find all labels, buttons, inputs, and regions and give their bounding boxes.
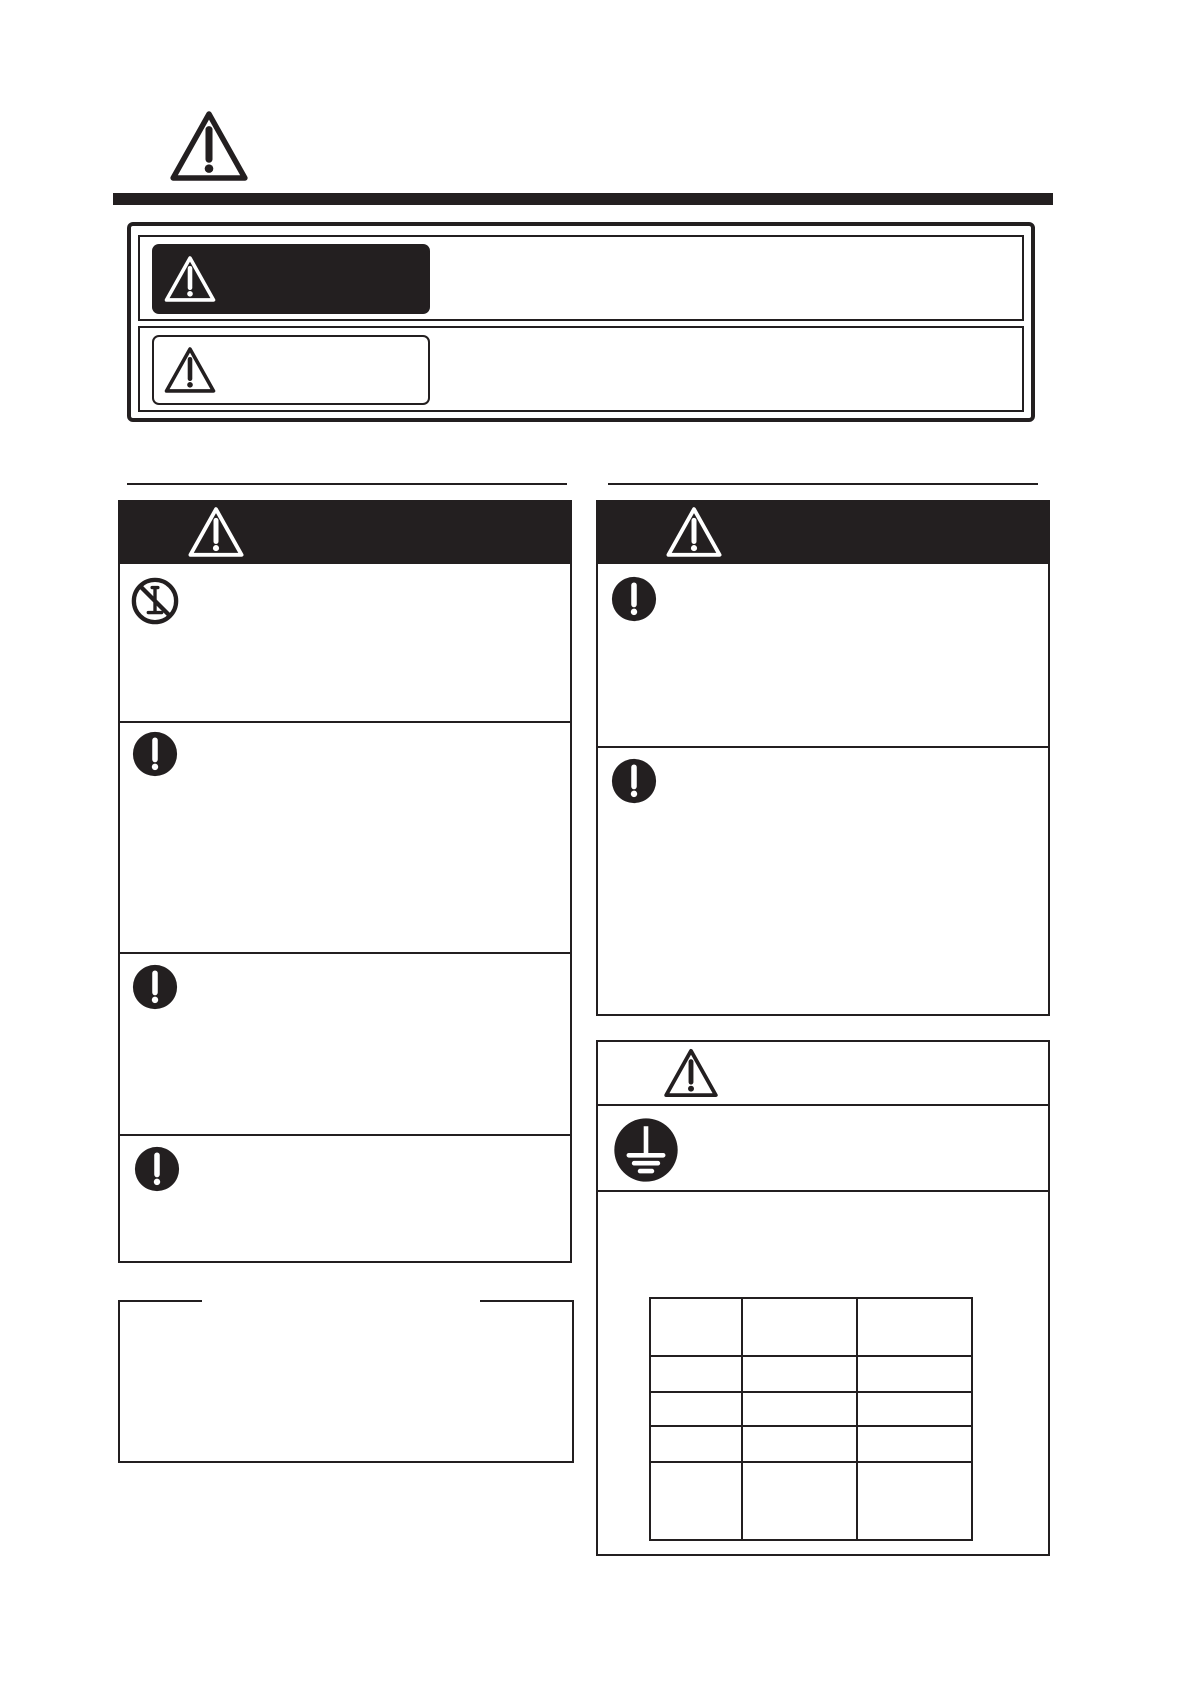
no-disassembly-icon [131,577,179,625]
warning-triangle-icon [164,256,216,302]
legend-warning-badge [152,244,430,314]
header-rule [113,193,1053,205]
caution-table [649,1297,973,1541]
left-item-2 [120,723,570,952]
table-row-divider [651,1391,971,1393]
left-item-3 [120,954,570,1134]
mandatory-action-icon [132,731,178,777]
warning-triangle-icon [164,347,216,393]
header-warning-icon [170,110,248,182]
mandatory-action-icon [611,758,657,804]
caution-ground-row [598,1106,1048,1190]
right-section-rule [608,483,1038,485]
table-row-divider [651,1461,971,1463]
table-row-divider [651,1425,971,1427]
mandatory-action-icon [134,1146,180,1192]
caution-divider [598,1190,1048,1192]
legend-caution-badge [152,335,430,405]
left-note-box [118,1300,574,1463]
warning-triangle-icon [664,1048,718,1098]
mandatory-action-icon [132,964,178,1010]
table-col-divider [856,1299,858,1539]
left-panel-header [118,500,572,564]
right-panel-header [596,500,1050,564]
ground-icon [613,1117,679,1183]
mandatory-action-icon [611,576,657,622]
left-section-rule [127,483,567,485]
left-item-4 [120,1136,570,1261]
warning-triangle-icon [188,507,244,557]
right-item-2 [598,748,1048,1014]
caution-panel-header [598,1042,1048,1104]
table-col-divider [741,1299,743,1539]
left-item-1 [120,564,570,721]
right-item-1 [598,564,1048,746]
table-row-divider [651,1355,971,1357]
warning-triangle-icon [666,507,722,557]
